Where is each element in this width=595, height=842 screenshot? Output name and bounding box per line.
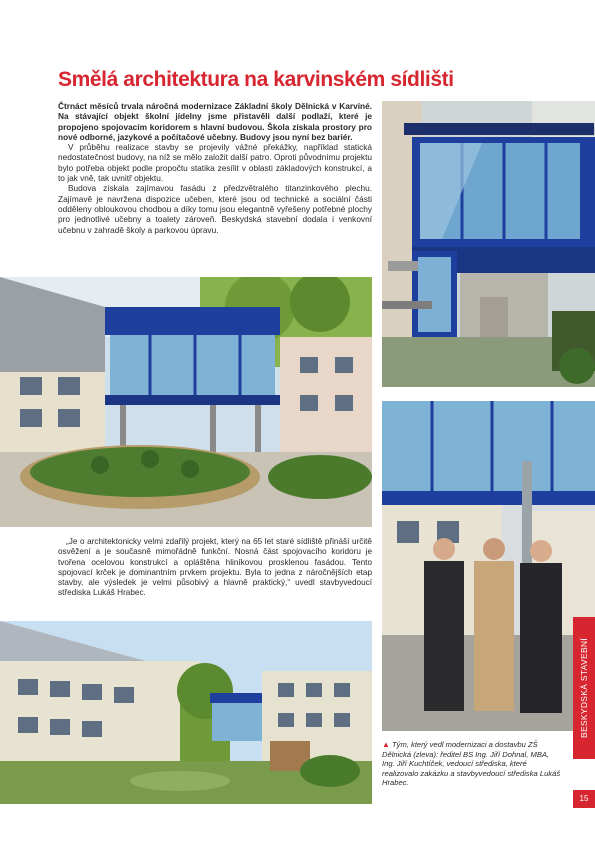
photo-caption: [382, 740, 562, 788]
page-number: 15: [573, 790, 595, 808]
photo-connector-closeup: [382, 101, 595, 387]
photo-school-garden: [0, 277, 372, 527]
article-quote: „Je o architektonicky velmi zdařilý projekt, který na 65 let staré sídliště přináší určitě osvěžení a je současně mimořádně funkční. Nosná část spojovacího koridoru je tvořena ocelovou konstrukcí a opláštěna hliníkovou prosklenou fasádou. Tento spojovací krček je dominantním prvkem projektu. Byla to jedna z náročnějších etap stavby, ale výsledek je velmi působivý a hlavně praktický,“ uvedl stavbyvedoucí střediska Lukáš Hrabec.: [58, 537, 372, 598]
caption-marker-icon: ▲: [382, 740, 390, 749]
article-lead: Čtrnáct měsíců trvala náročná modernizace Základní školy Dělnická v Karviné. Na stávající objekt školní jídelny jsme přistavěli další podlaží, které je propojeno spojovacím koridorem s hlavní budovou. Škola získala prostory pro nové odborné, jazykové a počítačové učebny. Budovy jsou nyní bez bariér.: [58, 101, 372, 142]
article-title: Smělá architektura na karvinském sídlišti: [58, 68, 454, 91]
section-tab-label: BESKYDSKÁ STAVEBNÍ: [579, 637, 589, 739]
article-body: [58, 101, 372, 235]
section-tab: [573, 617, 595, 759]
photo-team: [382, 401, 595, 731]
article-paragraph: V průběhu realizace stavby se projevily vážné překážky, například statická nedostatečnost budovy, na níž se mělo založit další patro. Oproti původnímu projektu bylo potřeba objekt podle propočtu statika zesílit v oblasti základových konstrukcí, a to jak vně, tak uvnitř objektu.: [58, 142, 372, 184]
photo-building-overview: [0, 621, 372, 804]
article-paragraph: Budova získala zajímavou fasádu z předzvětralého titanzinkového plechu. Zajímavě je navržena dispozice učeben, které jsou od technické a sociální části odděleny obloukovou chodbou a díky tomu jsou elegantně vyřešeny potřebné plochy pro jednotlivé učebny a toalety zároveň. Beskydská stavební dodala i venkovní učebnu v zahradě školy a parkovou úpravu.: [58, 183, 372, 235]
caption-text: Tým, který vedl modernizaci a dostavbu ZŠ Dělnická (zleva): ředitel BS Ing. Jiří Dohnal, MBA, Ing. Jiří Kuchtíček, vedoucí střediska, které realizovalo zakázku a stavbyvedoucí střediska Lukáš Hrabec.: [382, 740, 561, 788]
